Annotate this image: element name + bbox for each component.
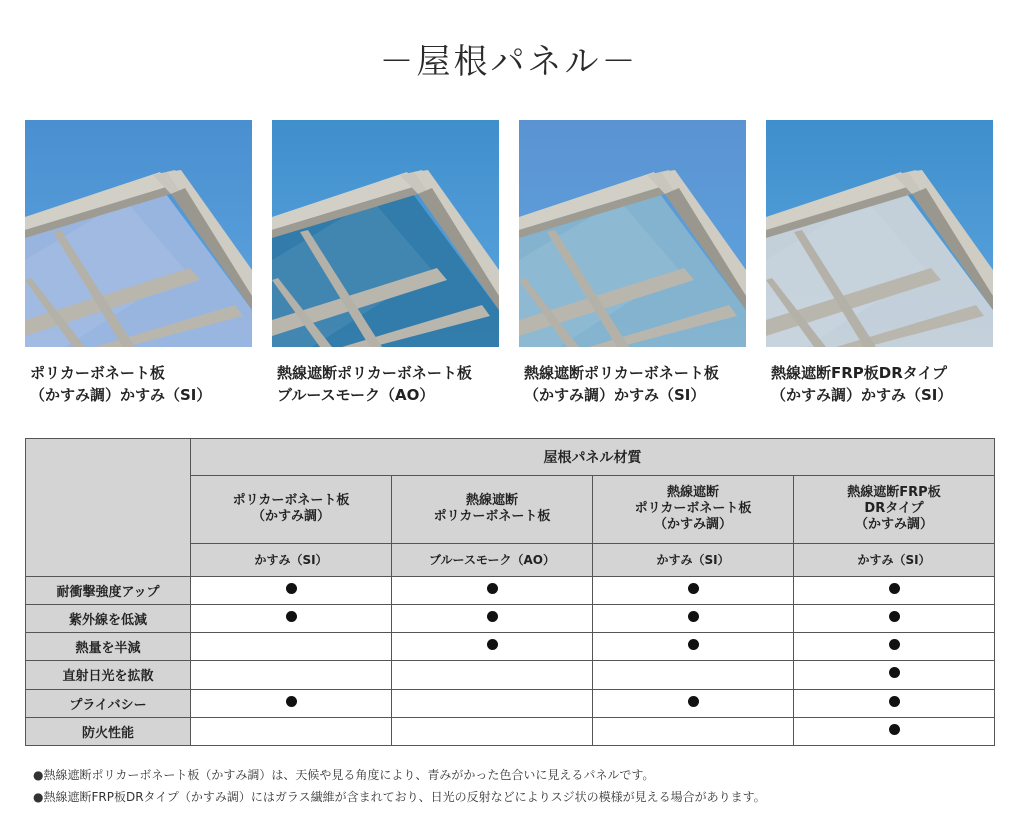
note-line: ●熱線遮断ポリカーボネート板（かすみ調）は、天候や見る角度により、青みがかった色合いに見えるパネルです。 [33, 768, 655, 782]
feature-cell [191, 689, 392, 717]
carport-roof-illustration [272, 120, 499, 347]
table-row [26, 576, 995, 604]
column-header-line: 熱線遮断FRP板 [847, 485, 941, 501]
table-row [26, 633, 995, 661]
column-header-line: DRタイプ [864, 501, 924, 517]
table-row [26, 717, 995, 745]
feature-cell [794, 717, 995, 745]
column-header-line: ポリカーボネート板 [634, 501, 752, 517]
panel-photo-frp-dr [766, 120, 993, 347]
column-type: かすみ（SI） [593, 543, 794, 576]
feature-cell [392, 661, 593, 689]
check-dot-icon [286, 583, 297, 594]
feature-cell [593, 689, 794, 717]
panel-caption [771, 362, 1011, 406]
check-dot-icon [487, 583, 498, 594]
check-dot-icon [286, 696, 297, 707]
carport-roof-illustration [766, 120, 993, 347]
panel-caption-line1: 熱線遮断ポリカーボネート板 [277, 364, 472, 382]
table-header-material: 屋根パネル材質 [191, 439, 995, 476]
check-dot-icon [688, 611, 699, 622]
column-header [191, 476, 392, 543]
column-header-line: （かすみ調） [251, 509, 330, 525]
panel-caption [524, 362, 764, 406]
panel-caption [30, 362, 270, 406]
feature-cell [593, 605, 794, 633]
feature-cell [392, 689, 593, 717]
feature-cell [191, 661, 392, 689]
check-dot-icon [889, 724, 900, 735]
panel-caption-line2: （かすみ調）かすみ（SI） [524, 386, 706, 404]
feature-cell [794, 605, 995, 633]
feature-cell [794, 661, 995, 689]
table-corner-cell [26, 439, 191, 577]
feature-cell [593, 633, 794, 661]
column-type: かすみ（SI） [191, 543, 392, 576]
check-dot-icon [688, 583, 699, 594]
table-row [26, 605, 995, 633]
feature-cell [392, 717, 593, 745]
feature-cell [794, 689, 995, 717]
feature-rows [26, 576, 995, 745]
check-dot-icon [889, 583, 900, 594]
column-header [392, 476, 593, 543]
column-header-line: （かすみ調） [653, 517, 732, 533]
feature-cell [392, 576, 593, 604]
feature-cell [593, 717, 794, 745]
column-header-line: （かすみ調） [854, 517, 933, 533]
table-row [26, 689, 995, 717]
column-header [794, 476, 995, 543]
carport-roof-illustration [519, 120, 746, 347]
feature-cell [392, 633, 593, 661]
panel-caption-line1: 熱線遮断ポリカーボネート板 [524, 364, 719, 382]
feature-cell [794, 576, 995, 604]
table-row [26, 661, 995, 689]
check-dot-icon [688, 639, 699, 650]
check-dot-icon [889, 611, 900, 622]
column-header-line: 熱線遮断 [666, 485, 719, 501]
panel-caption-line2: （かすみ調）かすみ（SI） [771, 386, 953, 404]
check-dot-icon [889, 667, 900, 678]
panel-caption-line1: 熱線遮断FRP板DRタイプ [771, 364, 948, 382]
panel-photo-heat-blocking-kasumi [519, 120, 746, 347]
panel-caption-line2: （かすみ調）かすみ（SI） [30, 386, 212, 404]
panel-caption-line2: ブルースモーク（AO） [277, 386, 435, 404]
notes [33, 764, 766, 808]
column-type: ブルースモーク（AO） [392, 543, 593, 576]
check-dot-icon [487, 611, 498, 622]
feature-label: 熱量を半減 [26, 633, 191, 661]
feature-cell [191, 717, 392, 745]
panel-caption-line1: ポリカーボネート板 [30, 364, 165, 382]
note-line: ●熱線遮断FRP板DRタイプ（かすみ調）にはガラス繊維が含まれており、日光の反射などによりスジ状の模様が見える場合があります。 [33, 790, 766, 804]
carport-roof-illustration [25, 120, 252, 347]
feature-cell [191, 633, 392, 661]
panel-photo-polycarbonate [25, 120, 252, 347]
panel-caption [277, 362, 517, 406]
check-dot-icon [688, 696, 699, 707]
column-header-line: 熱線遮断 [465, 493, 518, 509]
check-dot-icon [487, 639, 498, 650]
page-title: －屋根パネル－ [379, 42, 639, 82]
feature-cell [392, 605, 593, 633]
column-type: かすみ（SI） [794, 543, 995, 576]
feature-cell [191, 605, 392, 633]
feature-cell [191, 576, 392, 604]
feature-cell [593, 576, 794, 604]
feature-label: 防火性能 [26, 717, 191, 745]
material-comparison-table [25, 438, 995, 746]
feature-label: プライバシー [26, 689, 191, 717]
check-dot-icon [286, 611, 297, 622]
column-header-line: ポリカーボネート板 [433, 509, 551, 525]
column-header [593, 476, 794, 543]
check-dot-icon [889, 696, 900, 707]
feature-label: 耐衝撃強度アップ [26, 576, 191, 604]
feature-cell [593, 661, 794, 689]
feature-label: 直射日光を拡散 [26, 661, 191, 689]
column-header-line: ポリカーボネート板 [232, 493, 350, 509]
feature-cell [794, 633, 995, 661]
panel-photo-heat-blocking-smoke [272, 120, 499, 347]
feature-label: 紫外線を低減 [26, 605, 191, 633]
check-dot-icon [889, 639, 900, 650]
